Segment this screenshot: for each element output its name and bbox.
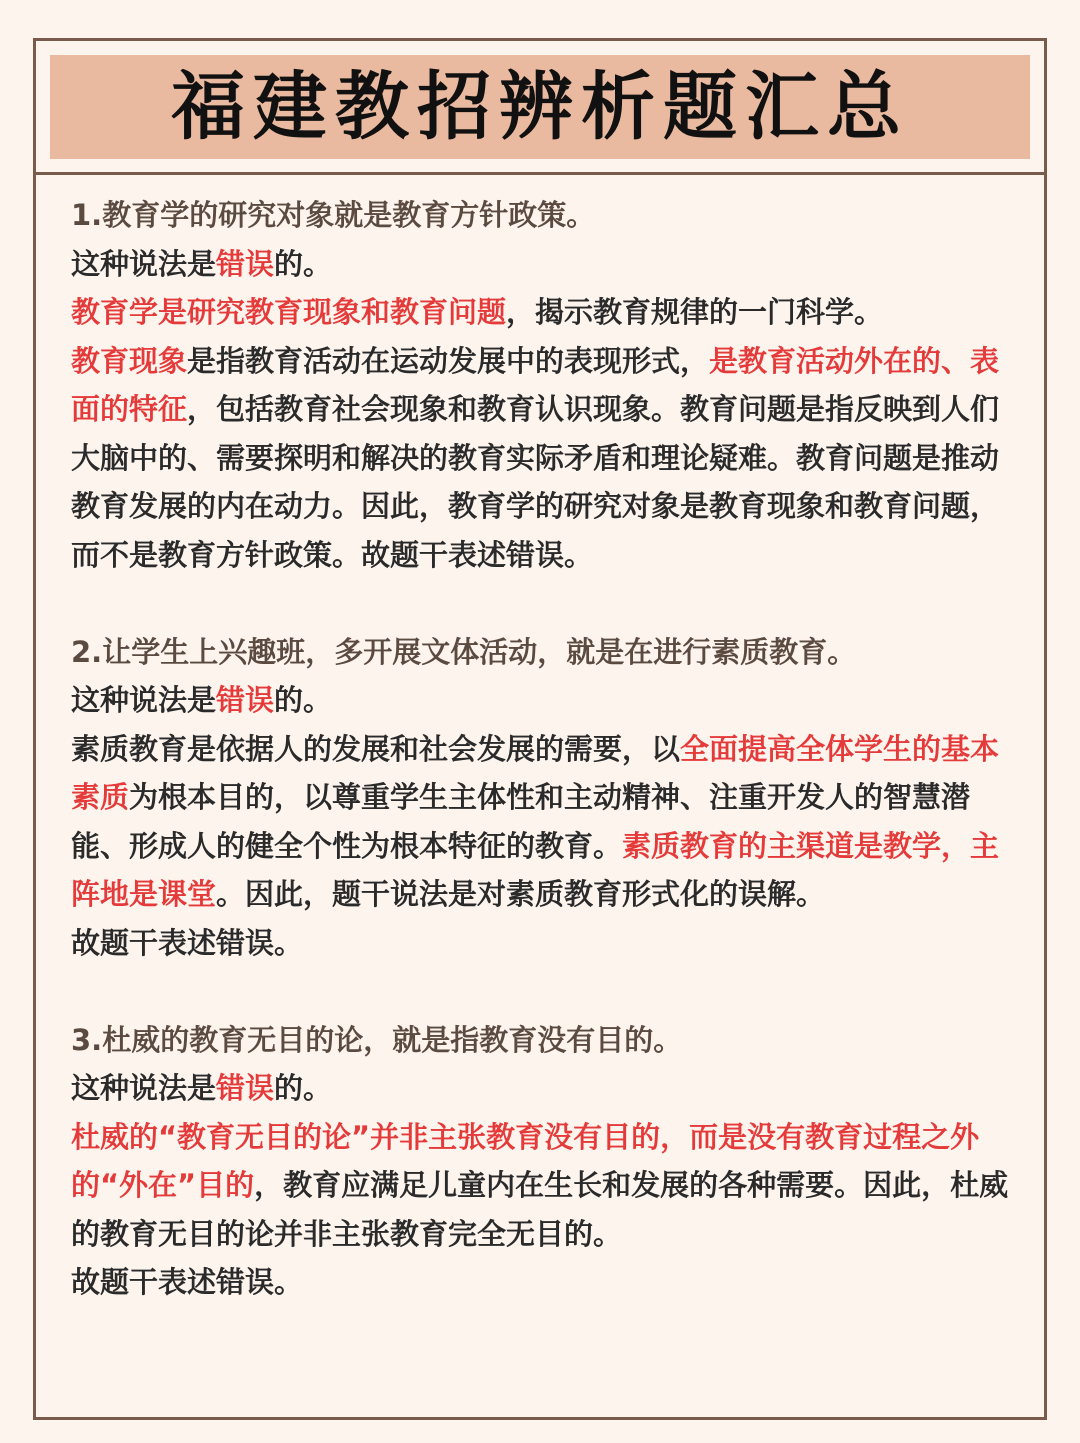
body-text: 是指教育活动在运动发展中的表现形式， <box>187 343 710 378</box>
explanation-1 <box>71 288 1011 579</box>
explanation-2 <box>71 725 1011 919</box>
verdict-highlight: 错误 <box>216 1071 275 1105</box>
page-title: 福建教招辨析题汇总 <box>171 64 909 150</box>
verdict-2 <box>71 676 1011 725</box>
body-text: ，揭示教育规律的一门科学。 <box>506 295 884 329</box>
verdict-text: 的。 <box>274 1071 333 1105</box>
verdict-highlight: 错误 <box>216 683 275 717</box>
highlight-text: 杜威的“教育无目的论”并非主张教育没有目的，而是没有教育过程之外的“外在”目的 <box>71 1119 980 1202</box>
explanation-3 <box>71 1113 1011 1259</box>
verdict-1 <box>71 240 1011 289</box>
verdict-text: 这种说法是 <box>71 246 217 281</box>
spacer <box>71 579 1011 628</box>
highlight-text: 素质教育的主渠道是教学，主阵地是课堂 <box>71 828 1000 911</box>
question-2: 2.让学生上兴趣班，多开展文体活动，就是在进行素质教育。 <box>71 634 857 669</box>
conclusion-2: 故题干表述错误。 <box>71 925 304 960</box>
content-body <box>71 191 1011 1307</box>
question-1: 1.教育学的研究对象就是教育方针政策。 <box>71 198 596 232</box>
verdict-3 <box>71 1064 1011 1113</box>
body-text: 。因此，题干说法是对素质教育形式化的误解。 <box>216 877 826 911</box>
verdict-text: 这种说法是 <box>71 683 217 717</box>
body-text: ，教育应满足儿童内在生长和发展的各种需要。因此，杜威的教育无目的论并非主张教育完全无目的。 <box>71 1168 1009 1251</box>
spacer <box>71 967 1011 1016</box>
body-text: 为根本目的，以尊重学生主体性和主动精神、注重开发人的智慧潜能、形成人的健全个性为根本特征的教育。 <box>71 780 971 863</box>
highlight-text: 全面提高全体学生的基本素质 <box>71 731 1000 814</box>
verdict-text: 的。 <box>274 246 333 281</box>
highlight-text: 教育学是研究教育现象和教育问题 <box>71 295 507 329</box>
body-text: ，包括教育社会现象和教育认识现象。教育问题是指反映到人们大脑中的、需要探明和解决的教育实际矛盾和理论疑难。教育问题是推动教育发展的内在动力。因此，教育学的研究对象是教育现象和教育问题，而不是教育方针政策。故题干表述错误。 <box>71 392 1000 572</box>
divider <box>36 172 1044 175</box>
conclusion-3: 故题干表述错误。 <box>71 1265 304 1299</box>
question-3: 3.杜威的教育无目的论，就是指教育没有目的。 <box>71 1022 683 1057</box>
verdict-text: 的。 <box>274 683 333 717</box>
highlight-text: 教育现象 <box>71 343 188 378</box>
verdict-highlight: 错误 <box>216 246 275 281</box>
highlight-text: 是教育活动外在的、表面的特征 <box>71 343 1000 426</box>
card-frame <box>33 38 1047 1420</box>
verdict-text: 这种说法是 <box>71 1071 217 1105</box>
title-banner <box>50 55 1030 159</box>
body-text: 素质教育是依据人的发展和社会发展的需要，以 <box>71 731 681 766</box>
